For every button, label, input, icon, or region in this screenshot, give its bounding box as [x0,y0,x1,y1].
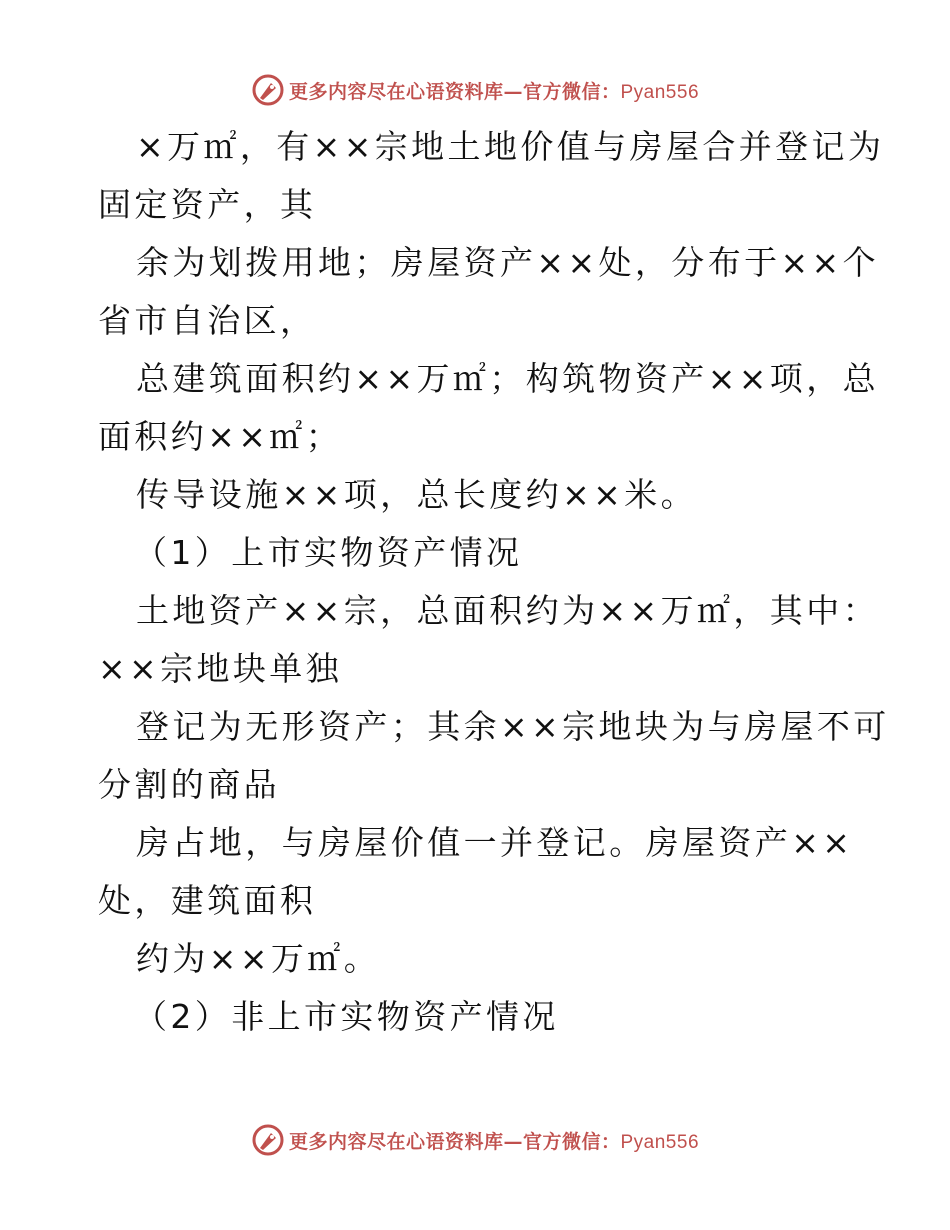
watermark-text: 更多内容尽在心语资料库—官方微信：Pyan556 [288,1130,700,1153]
paragraph-line: ××宗地块单独 [98,649,343,688]
pen-nib-logo-icon [251,73,285,107]
paragraph-line: 面积约××㎡； [98,417,343,456]
section-heading: （1）上市实物资产情况 [134,533,523,572]
watermark-text: 更多内容尽在心语资料库—官方微信：Pyan556 [288,80,700,103]
paragraph-line: ×万㎡，有××宗地土地价值与房屋合并登记为 [136,127,885,166]
watermark-wechat-id: Pyan556 [620,1131,700,1153]
paragraph-line: 余为划拨用地；房屋资产××处，分布于××个 [136,243,880,282]
paragraph-line: 省市自治区， [98,301,317,340]
section-heading: （2）非上市实物资产情况 [134,997,559,1036]
paragraph-line: 登记为无形资产；其余××宗地块为与房屋不可 [136,707,890,746]
header-watermark [0,70,950,110]
footer-watermark [0,1120,950,1160]
paragraph-line: 总建筑面积约××万㎡；构筑物资产××项，总 [136,359,880,398]
watermark-wechat-id: Pyan556 [620,81,700,103]
paragraph-line: 处，建筑面积 [98,881,317,920]
paragraph-line: 土地资产××宗，总面积约为××万㎡，其中： [136,591,880,630]
paragraph-line: 分割的商品 [98,765,280,804]
paragraph-line: 房占地，与房屋价值一并登记。房屋资产×× [136,823,854,862]
paragraph-line: 传导设施××项，总长度约××米。 [136,475,698,514]
pen-nib-logo-icon [251,1123,285,1157]
document-body [98,118,890,1046]
paragraph-line: 固定资产，其 [98,185,317,224]
paragraph-line: 约为××万㎡。 [136,939,381,978]
